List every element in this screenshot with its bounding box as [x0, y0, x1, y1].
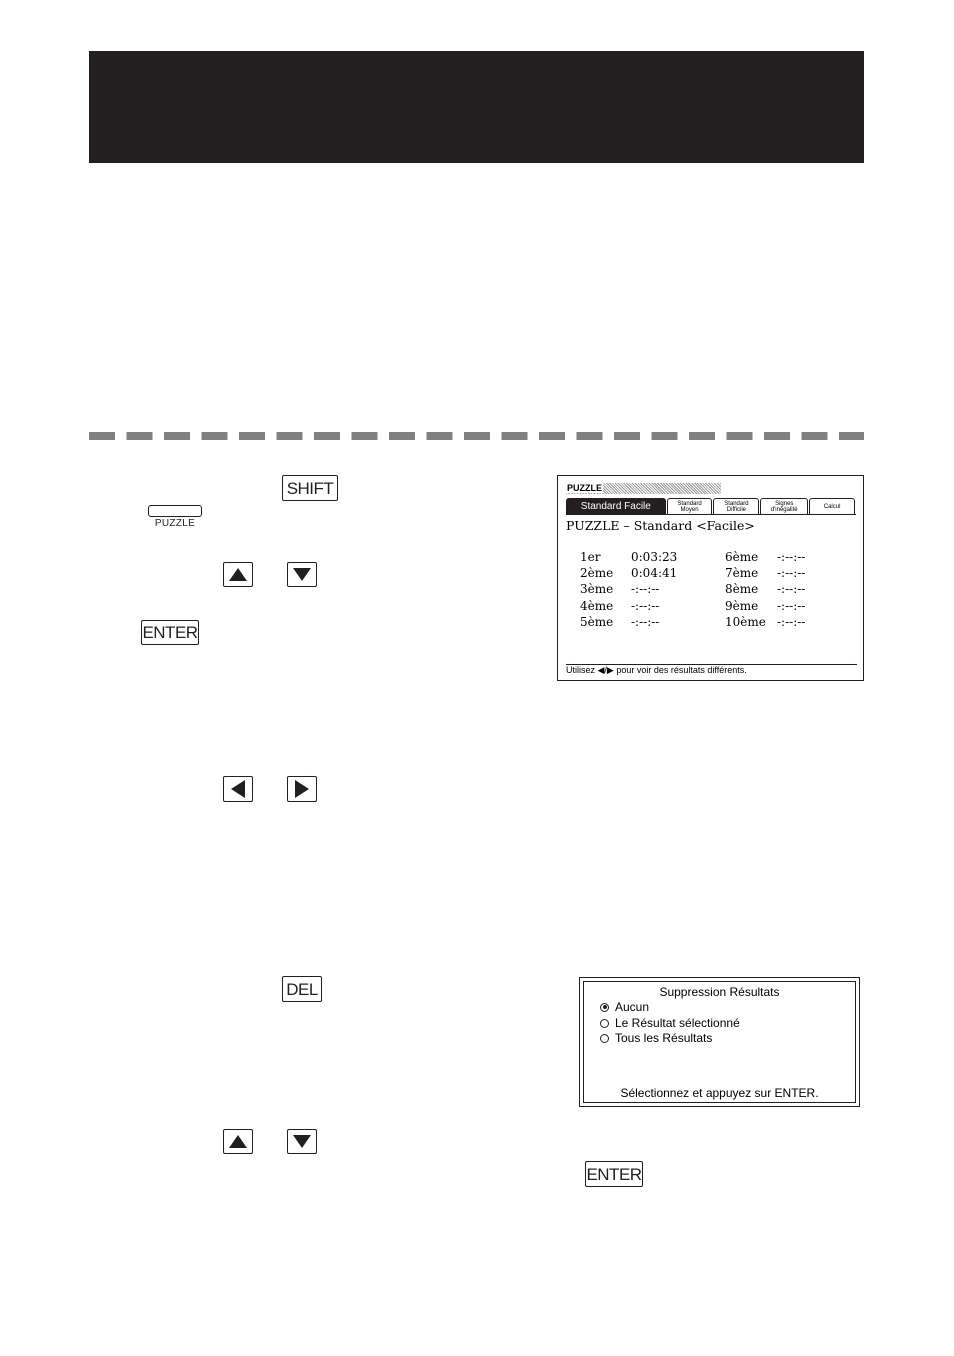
radio-icon: [600, 1019, 609, 1028]
option-label: Le Résultat sélectionné: [615, 1016, 740, 1030]
dialog-frame: [583, 981, 856, 1103]
result-time: -:--:--: [777, 599, 806, 613]
radio-icon: [600, 1034, 609, 1043]
result-time: 0:04:41: [631, 566, 678, 580]
triangle-right-icon: [295, 780, 309, 798]
puzzle-results-screen: [557, 475, 864, 681]
tab-standard-moyen[interactable]: Standard Moyen: [667, 498, 713, 515]
result-time: -:--:--: [777, 582, 806, 596]
enter-key-label: ENTER: [142, 623, 198, 642]
screen-title-bar: [566, 483, 721, 494]
left-key: [223, 776, 253, 802]
screen-footer: Utilisez ◀/▶ pour voir des résultats différents.: [566, 665, 747, 675]
option-aucun[interactable]: [600, 1000, 649, 1014]
result-rank: 10ème: [725, 615, 766, 629]
dashed-divider: [89, 432, 864, 440]
result-rank: 2ème: [580, 566, 614, 580]
option-label: Tous les Résultats: [615, 1031, 713, 1045]
result-rank: 1er: [580, 550, 601, 564]
triangle-down-icon: [293, 1135, 311, 1148]
result-time: -:--:--: [631, 599, 660, 613]
result-time: 0:03:23: [631, 550, 678, 564]
difficulty-tabs: [566, 498, 856, 515]
shift-key: [282, 475, 338, 501]
puzzle-key: [148, 505, 202, 517]
del-key: [282, 976, 322, 1002]
result-time: -:--:--: [631, 582, 660, 596]
screen-title: PUZZLE: [567, 483, 602, 493]
triangle-up-icon: [229, 568, 247, 581]
enter-key: [141, 620, 199, 645]
delete-results-dialog: [579, 977, 860, 1107]
down-key: [287, 562, 317, 587]
header-band: [89, 51, 864, 163]
triangle-down-icon: [293, 568, 311, 581]
results-heading: PUZZLE – Standard <Facile>: [566, 518, 755, 533]
enter-key-label: ENTER: [586, 1164, 642, 1184]
result-time: -:--:--: [777, 550, 806, 564]
up-key-2: [223, 1129, 253, 1154]
triangle-up-icon: [229, 1135, 247, 1148]
tab-calcul[interactable]: Calcul: [809, 498, 855, 515]
right-key: [287, 776, 317, 802]
result-time: -:--:--: [777, 615, 806, 629]
option-label: Aucun: [615, 1000, 650, 1014]
result-rank: 8ème: [725, 582, 759, 596]
tab-standard-difficile[interactable]: Standard Difficile: [713, 498, 759, 515]
down-key-2: [287, 1129, 317, 1154]
shift-key-label: SHIFT: [286, 478, 334, 498]
del-key-label: DEL: [286, 979, 318, 999]
result-rank: 5ème: [580, 615, 614, 629]
triangle-left-icon: [231, 780, 245, 798]
dialog-footer: Sélectionnez et appuyez sur ENTER.: [620, 1086, 819, 1100]
dialog-title: Suppression Résultats: [659, 985, 780, 999]
enter-key-2: [585, 1161, 643, 1187]
radio-checked-icon: [600, 1003, 609, 1012]
puzzle-key-label: PUZZLE: [154, 518, 196, 529]
option-tous-resultats[interactable]: [600, 1031, 712, 1045]
result-rank: 9ème: [725, 599, 759, 613]
result-rank: 4ème: [580, 599, 614, 613]
result-rank: 6ème: [725, 550, 759, 564]
up-key: [223, 562, 253, 587]
result-rank: 7ème: [725, 566, 759, 580]
tab-signes-inegalite[interactable]: Signes d'inégalité: [760, 498, 808, 515]
result-rank: 3ème: [580, 582, 614, 596]
result-time: -:--:--: [631, 615, 660, 629]
option-resultat-selectionne[interactable]: [600, 1016, 740, 1030]
tab-standard-facile[interactable]: Standard Facile: [566, 498, 666, 515]
result-time: -:--:--: [777, 566, 806, 580]
